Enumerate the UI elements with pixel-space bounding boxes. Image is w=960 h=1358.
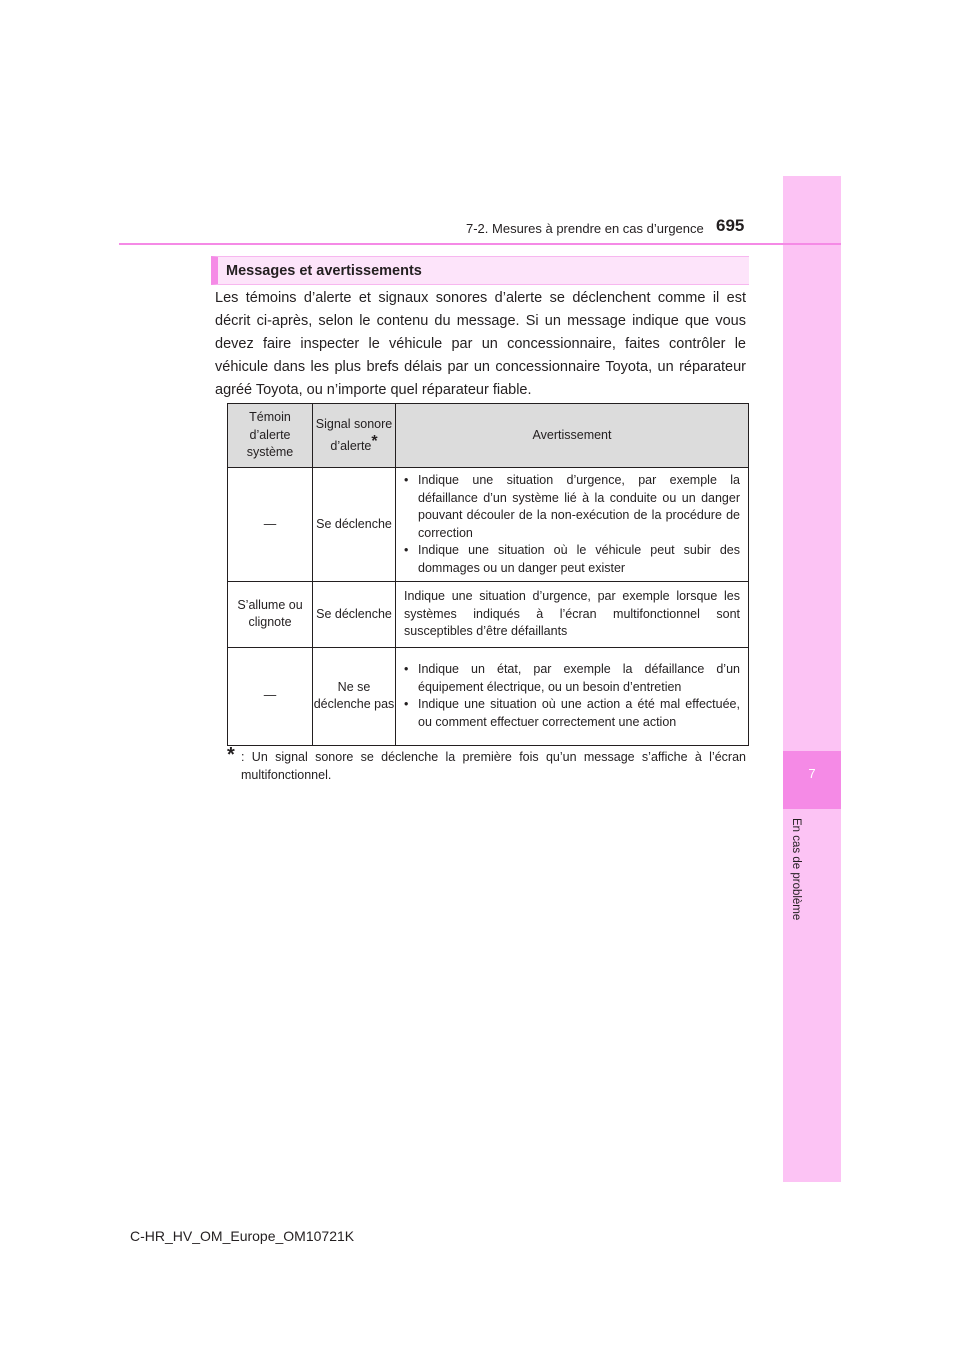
warning-table — [227, 403, 749, 746]
header-buzzer — [313, 404, 396, 468]
table-row — [228, 468, 749, 582]
header-divider — [119, 243, 841, 245]
header-indicator: Témoin d’alerte système — [228, 404, 313, 468]
list-item — [404, 661, 740, 696]
intro-paragraph: Les témoins d’alerte et signaux sonores d’alerte se déclenchent comme il est décrit ci-après, selon le contenu du message. Si un message indique que vous devez faire inspecter le véhicule par un concessionnaire, faites contrôler le véhicule dans les plus brefs délais par un concessionnaire Toyota, un réparateur agréé Toyota, ou n’importe quel réparateur fiable. — [215, 290, 746, 398]
bullet: • — [404, 543, 409, 557]
section-heading — [211, 256, 749, 285]
bullet: • — [404, 473, 409, 487]
table-row — [228, 647, 749, 745]
footnote-text: : Un signal sonore se déclenche la première fois qu’un message s’affiche à l’écran multifonctionnel. — [241, 750, 746, 782]
list-item — [404, 542, 740, 577]
warning-cell — [396, 468, 749, 582]
list-item-text: Indique une situation où le véhicule peut subir des dommages ou un danger peut exister — [418, 543, 740, 575]
list-item — [404, 696, 740, 731]
table-row — [228, 582, 749, 648]
footnote-star: * — [227, 744, 235, 766]
table-header-row — [228, 404, 749, 468]
list-item-text: Indique une situation où une action a été mal effectuée, ou comment effectuer correctement une action — [418, 697, 740, 729]
chapter-number: 7 — [808, 766, 816, 781]
warning-text: Indique une situation d’urgence, par exemple lorsque les systèmes indiqués à l’écran multifonctionnel sont susceptibles d’être défaillants — [404, 589, 740, 638]
document-code: C-HR_HV_OM_Europe_OM10721K — [130, 1228, 355, 1244]
chapter-side-tab — [783, 176, 841, 1182]
chapter-title: En cas de problème — [790, 818, 802, 921]
buzzer-cell: Se déclenche — [313, 582, 396, 648]
list-item-text: Indique une situation d’urgence, par exemple la défaillance d’un système lié à la conduite ou un danger pouvant découler de la non-exécution de la procédure de correction — [418, 473, 740, 540]
indicator-cell: — — [228, 647, 313, 745]
header-warning: Avertissement — [396, 404, 749, 468]
page-number: 695 — [716, 216, 745, 235]
warning-cell — [396, 582, 749, 648]
footnote-star-mark: * — [371, 433, 378, 450]
section-heading-text: Messages et avertissements — [226, 263, 422, 279]
list-item — [404, 472, 740, 542]
indicator-cell: — — [228, 468, 313, 582]
header-buzzer-text: Signal sonore d’alerte — [315, 416, 393, 453]
footnote — [227, 744, 746, 784]
buzzer-cell: Ne se déclenche pas — [313, 647, 396, 745]
indicator-cell: S’allume ou clignote — [228, 582, 313, 648]
bullet: • — [404, 697, 409, 711]
buzzer-cell: Se déclenche — [313, 468, 396, 582]
warning-cell — [396, 647, 749, 745]
running-title: 7-2. Mesures à prendre en cas d’urgence — [466, 221, 704, 236]
bullet: • — [404, 662, 409, 676]
list-item-text: Indique un état, par exemple la défaillance d’un équipement électrique, ou un besoin d’entretien — [418, 662, 740, 694]
